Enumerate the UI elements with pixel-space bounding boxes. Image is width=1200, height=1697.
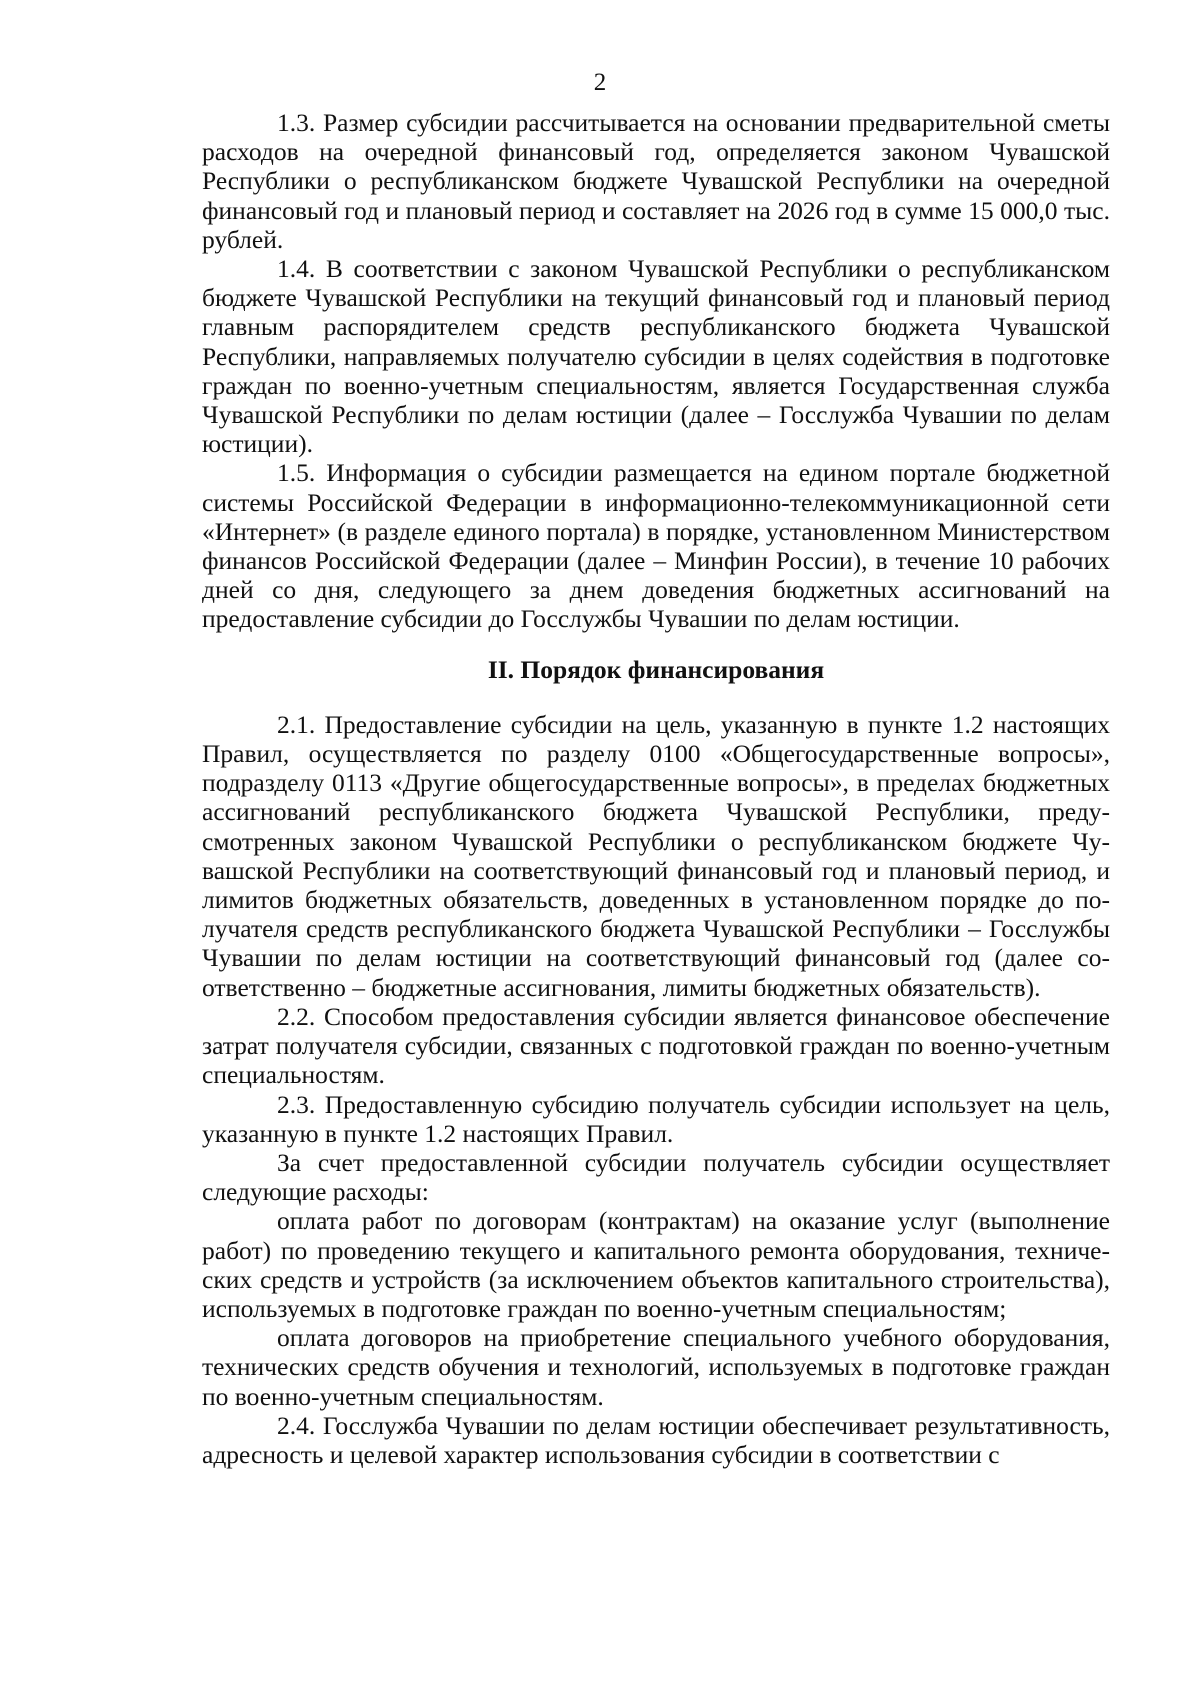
paragraph-expenses-intro: За счет предоставленной субсидии получатель субсидии осуществляет следующие расходы: [202, 1147, 1110, 1207]
paragraph-1-3: 1.3. Размер субсидии рассчитывается на основании предварительной сметы расходов на очередной финансовый год, определяется законом Чувашской Республики о республиканском бюджете Чувашской Республики на очередной финансовый год и плановый период и составляет на 2026 год в сумме 15 000,0 тыс. рублей. [202, 108, 1110, 254]
paragraph-expense-repair: оплата работ по договорам (контрактам) на оказание услуг (выполнение работ) по проведению текущего и капитального ремонта оборудования, технических средств и устройств (за исключением объектов капитального строительства), используемых в подготовке граждан по военно-учетным специальностям; [202, 1206, 1110, 1323]
paragraph-1-5: 1.5. Информация о субсидии размещается на едином портале бюджетной системы Российской Федерации в информационно-телекоммуникационной сети «Интернет» (в разделе единого портала) в порядке, установленном Министерством финансов Российской Федерации (далее – Минфин России), в течение 10 рабочих дней со дня, следующего за днем доведения бюджетных ассигнований на предоставление субсидии до Госслужбы Чувашии по делам юстиции. [202, 458, 1110, 634]
document-body [202, 108, 1110, 1469]
section-heading-financing: II. Порядок финансирования [487, 654, 825, 684]
paragraph-expense-equipment: оплата договоров на приобретение специального учебного оборудования, технических средств обучения и технологий, используемых в подготовке граждан по военно-учетным специальностям. [202, 1323, 1110, 1411]
paragraph-2-2: 2.2. Способом предоставления субсидии является финансовое обеспечение затрат получателя субсидии, связанных с подготовкой граждан по военно-учетным специальностям. [202, 1001, 1110, 1090]
paragraph-2-4: 2.4. Госслужба Чувашии по делам юстиции обеспечивает результативность, адресность и целевой характер использования субсидии в соответствии с [202, 1410, 1110, 1469]
paragraph-2-1: 2.1. Предоставление субсидии на цель, указанную в пункте 1.2 настоящих Правил, осуществляется по разделу 0100 «Общегосударственные вопросы», подразделу 0113 «Другие общегосударственные вопросы», в пределах бюджетных ассигнований республиканского бюджета Чувашской Республики, предусмотренных законом Чувашской Республики о республиканском бюджете Чувашской Республики на соответствующий финансовый год и плановый период, и лимитов бюджетных обязательств, доведенных в установленном порядке до получателя средств республиканского бюджета Чувашской Республики – Госслужбы Чувашии по делам юстиции на соответствующий финансовый год (далее соответственно – бюджетные ассигнования, лимиты бюджетных обязательств). [202, 709, 1110, 1002]
paragraph-2-3: 2.3. Предоставленную субсидию получатель субсидии использует на цель, указанную в пункте 1.2 настоящих Правил. [202, 1089, 1110, 1148]
paragraph-1-4: 1.4. В соответствии с законом Чувашской Республики о республиканском бюджете Чувашской Республики на текущий финансовый год и плановый период главным распорядителем средств республиканского бюджета Чувашской Республики, направляемых получателю субсидии в целях содействия в подготовке граждан по военно-учетным специальностям, является Государственная служба Чувашской Республики по делам юстиции (далее – Госслужба Чувашии по делам юстиции). [202, 254, 1110, 459]
page-number: 2 [593, 69, 607, 96]
